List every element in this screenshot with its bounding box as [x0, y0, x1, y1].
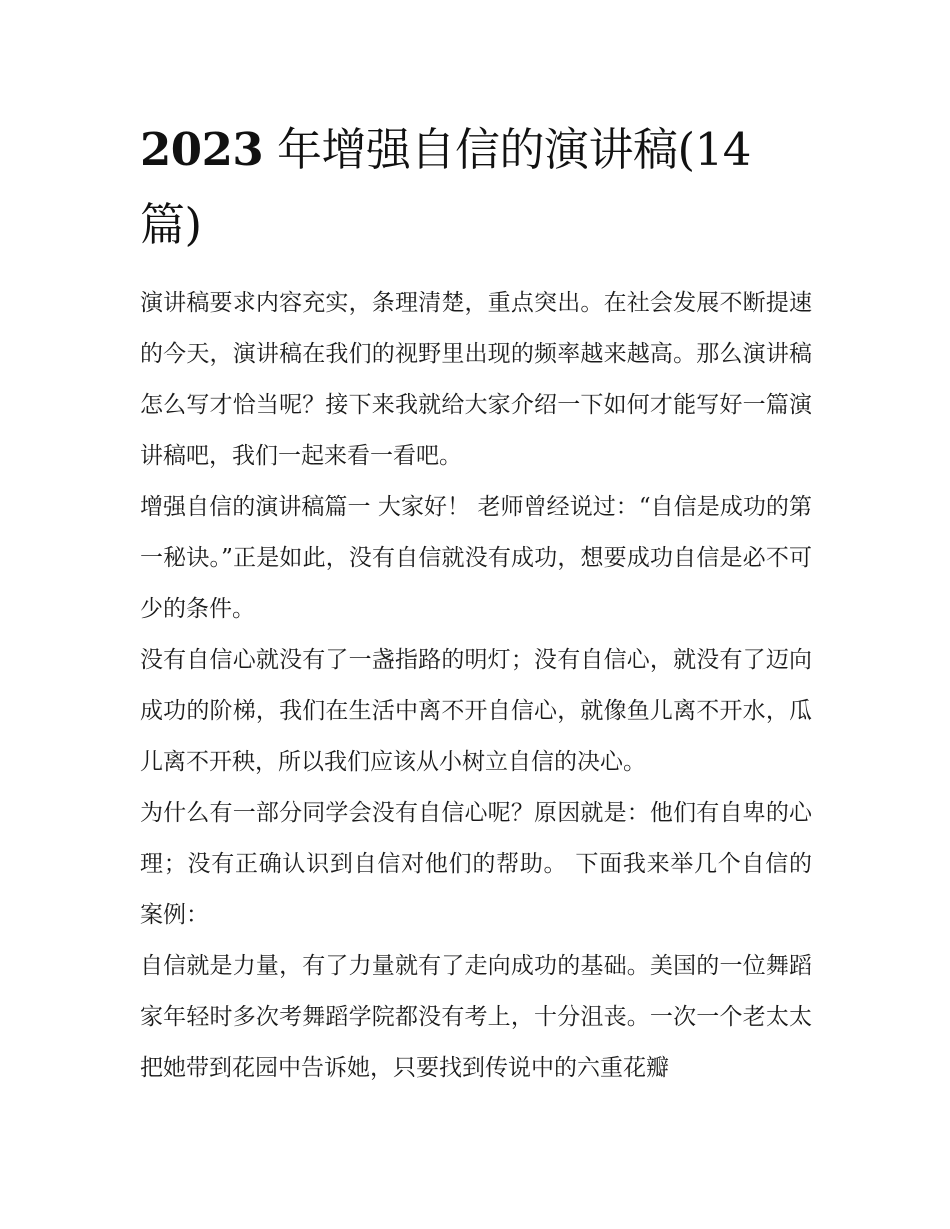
- paragraph-speech-opening: 增强自信的演讲稿篇一 大家好！ 老师曾经说过：“自信是成功的第一秘诀。”正是如此，没有自信就没有成功，想要成功自信是必不可少的条件。: [140, 494, 812, 622]
- paragraph-intro: 演讲稿要求内容充实，条理清楚，重点突出。在社会发展不断提速的今天，演讲稿在我们的视野里出现的频率越来越高。那么演讲稿怎么写才恰当呢？接下来我就给大家介绍一下如何才能写好一篇演讲稿吧，我们一起来看一看吧。: [140, 290, 812, 469]
- title-year: 2023: [140, 123, 264, 176]
- title-text: 年增强自信的演讲稿(14篇): [140, 123, 751, 251]
- paragraph-why-no-confidence: 为什么有一部分同学会没有自信心呢？原因就是：他们有自卑的心理；没有正确认识到自信对他们的帮助。 下面我来举几个自信的案例：: [140, 800, 812, 928]
- document-title: [140, 112, 812, 262]
- paragraph-without-confidence: 没有自信心就没有了一盏指路的明灯；没有自信心，就没有了迈向成功的阶梯，我们在生活中离不开自信心，就像鱼儿离不开水，瓜儿离不开秧，所以我们应该从小树立自信的决心。: [140, 647, 812, 775]
- document-body: [140, 278, 812, 1094]
- paragraph-confidence-is-power: 自信就是力量，有了力量就有了走向成功的基础。美国的一位舞蹈家年轻时多次考舞蹈学院都没有考上，十分沮丧。一次一个老太太把她带到花园中告诉她，只要找到传说中的六重花瓣: [140, 953, 812, 1081]
- document-content: [140, 112, 812, 1094]
